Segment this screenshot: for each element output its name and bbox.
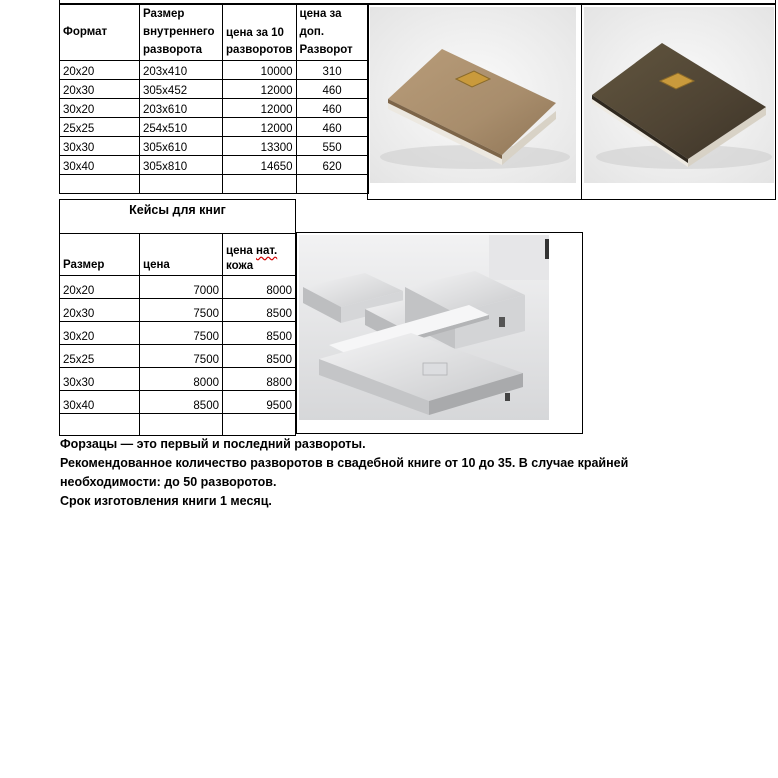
size-cell: 30x40 [60, 391, 140, 414]
price-cell: 7000 [140, 276, 223, 299]
table-row [60, 118, 369, 137]
spread-size-cell: 254x510 [140, 118, 223, 137]
table-row [60, 99, 369, 118]
table-row [60, 322, 296, 345]
format-cell: 20x30 [60, 80, 140, 99]
extra-spread-cell: 620 [296, 156, 368, 175]
notes-block [60, 435, 628, 511]
table-row [60, 137, 369, 156]
album-photo-light [370, 7, 576, 183]
price-cell: 8500 [140, 391, 223, 414]
extra-spread-cell: 460 [296, 99, 368, 118]
note-endpapers: Форзацы — это первый и последний развороты. [60, 437, 366, 451]
case-table-title: Кейсы для книг [60, 200, 296, 234]
album-photo-dark [584, 7, 774, 183]
spread-size-cell: 305x452 [140, 80, 223, 99]
size-cell: 30x30 [60, 368, 140, 391]
leather-price-cell: 8800 [223, 368, 296, 391]
note-production-time: Срок изготовления книги 1 месяц. [60, 494, 272, 508]
price-10-cell: 12000 [223, 99, 297, 118]
price-10-cell: 13300 [223, 137, 297, 156]
leather-price-cell: 8500 [223, 299, 296, 322]
size-cell: 20x30 [60, 299, 140, 322]
table-row [60, 368, 296, 391]
price-cell: 8000 [140, 368, 223, 391]
extra-spread-cell: 460 [296, 80, 368, 99]
photo-divider [581, 4, 582, 200]
format-cell: 25x25 [60, 118, 140, 137]
table-row [60, 345, 296, 368]
table-row-empty [60, 175, 369, 194]
leather-price-cell: 8500 [223, 345, 296, 368]
price-cell: 7500 [140, 322, 223, 345]
table-row [60, 276, 296, 299]
size-cell: 20x20 [60, 276, 140, 299]
format-cell: 20x20 [60, 61, 140, 80]
spread-size-cell: 203x610 [140, 99, 223, 118]
table-row [60, 80, 369, 99]
note-recommended-spreads: Рекомендованное количество разворотов в свадебной книге от 10 до 35. В случае крайней [60, 456, 629, 470]
spread-size-cell: 305x610 [140, 137, 223, 156]
extra-spread-cell: 460 [296, 118, 368, 137]
format-cell: 30x30 [60, 137, 140, 156]
price-10-cell: 12000 [223, 80, 297, 99]
size-cell: 25x25 [60, 345, 140, 368]
price-10-cell: 10000 [223, 61, 297, 80]
case-price-table [59, 199, 296, 436]
header-price: цена [140, 234, 223, 276]
note-max-spreads: необходимости: до 50 разворотов. [60, 475, 277, 489]
header-price-10: цена за 10 разворотов [223, 5, 297, 61]
extra-spread-cell: 550 [296, 137, 368, 156]
header-leather-price: цена нат. кожа [223, 234, 296, 276]
table-row-empty [60, 414, 296, 436]
case-photo [299, 235, 549, 420]
table-row [60, 61, 369, 80]
price-cell: 7500 [140, 345, 223, 368]
extra-spread-cell: 310 [296, 61, 368, 80]
price-10-cell: 14650 [223, 156, 297, 175]
table-row [60, 391, 296, 414]
price-cell: 7500 [140, 299, 223, 322]
leather-price-cell: 9500 [223, 391, 296, 414]
album-price-table [59, 4, 369, 194]
leather-price-cell: 8000 [223, 276, 296, 299]
header-spread-size: Размер внутреннего разворота [140, 5, 223, 61]
table-row [60, 299, 296, 322]
spread-size-cell: 203x410 [140, 61, 223, 80]
header-format: Формат [60, 5, 140, 61]
size-cell: 30x20 [60, 322, 140, 345]
format-cell: 30x40 [60, 156, 140, 175]
leather-price-cell: 8500 [223, 322, 296, 345]
price-10-cell: 12000 [223, 118, 297, 137]
table-row [60, 156, 369, 175]
header-size: Размер [60, 234, 140, 276]
format-cell: 30x20 [60, 99, 140, 118]
header-extra-spread: цена за доп. Разворот [296, 5, 368, 61]
spread-size-cell: 305x810 [140, 156, 223, 175]
